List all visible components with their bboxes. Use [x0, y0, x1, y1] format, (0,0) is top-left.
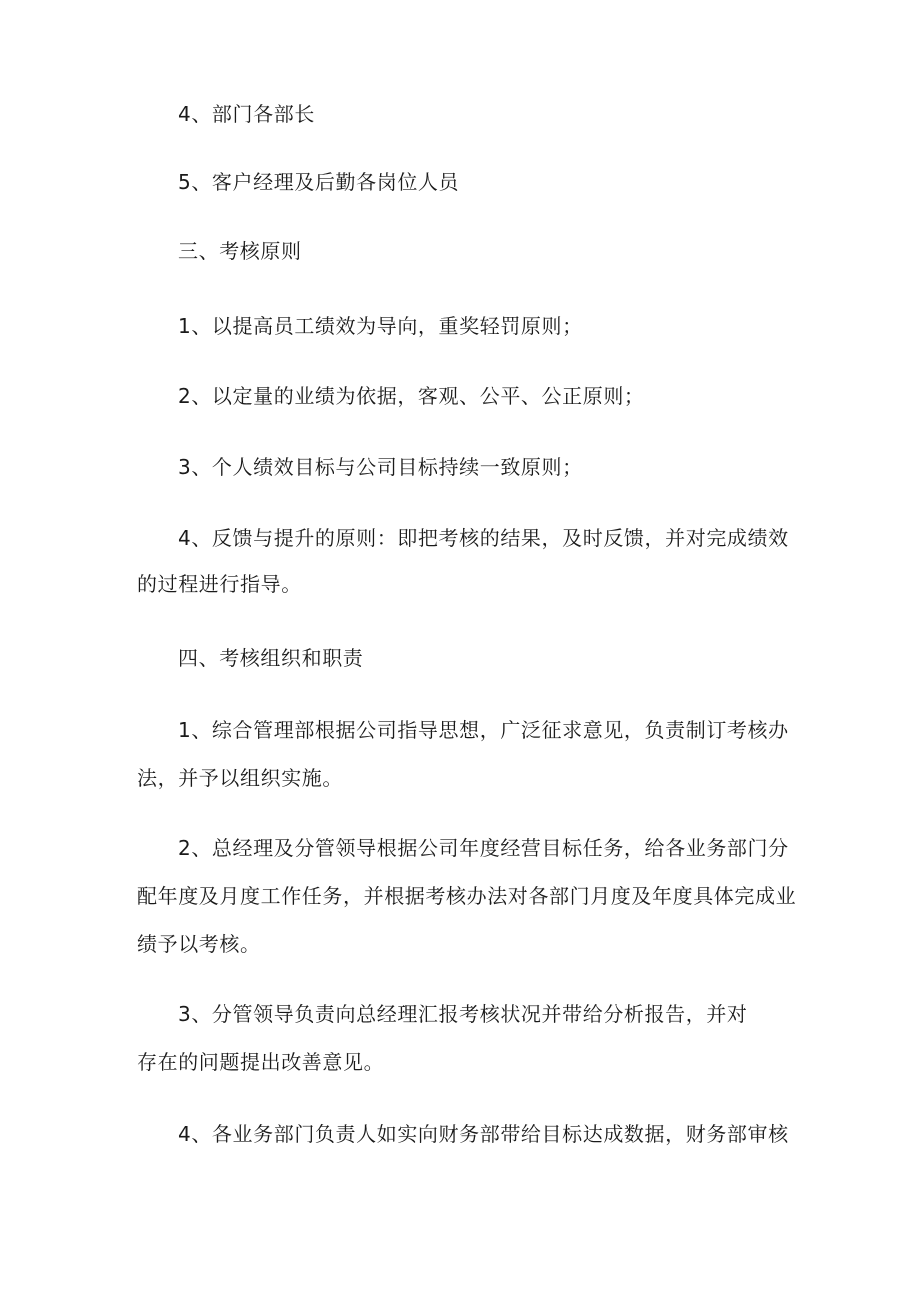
- duty-2-line3: 绩予以考核。: [137, 932, 261, 956]
- principle-1: 1、以提高员工绩效为导向，重奖轻罚原则；: [178, 314, 583, 338]
- duty-3-line1: 3、分管领导负责向总经理汇报考核状况并带给分析报告，并对: [178, 1002, 748, 1026]
- principle-3: 3、个人绩效目标与公司目标持续一致原则；: [178, 455, 583, 479]
- principle-4-line1: 4、反馈与提升的原则：即把考核的结果，及时反馈，并对完成绩效: [178, 526, 789, 550]
- principle-4-line2: 的过程进行指导。: [137, 572, 302, 596]
- duty-1-line1: 1、综合管理部根据公司指导思想，广泛征求意见，负责制订考核办: [178, 718, 789, 742]
- duty-4-line1: 4、各业务部门负责人如实向财务部带给目标达成数据，财务部审核: [178, 1122, 789, 1146]
- duty-2-line2: 配年度及月度工作任务，并根据考核办法对各部门月度及年度具体完成业: [137, 884, 797, 908]
- section-heading-organization: 四、考核组织和职责: [178, 646, 364, 670]
- item-department-heads: 4、部门各部长: [178, 102, 315, 126]
- item-account-managers: 5、客户经理及后勤各岗位人员: [178, 170, 460, 194]
- section-heading-principles: 三、考核原则: [178, 239, 302, 263]
- duty-3-line2: 存在的问题提出改善意见。: [137, 1050, 385, 1074]
- duty-1-line2: 法，并予以组织实施。: [137, 766, 343, 790]
- principle-2: 2、以定量的业绩为依据，客观、公平、公正原则；: [178, 384, 645, 408]
- duty-2-line1: 2、总经理及分管领导根据公司年度经营目标任务，给各业务部门分: [178, 836, 789, 860]
